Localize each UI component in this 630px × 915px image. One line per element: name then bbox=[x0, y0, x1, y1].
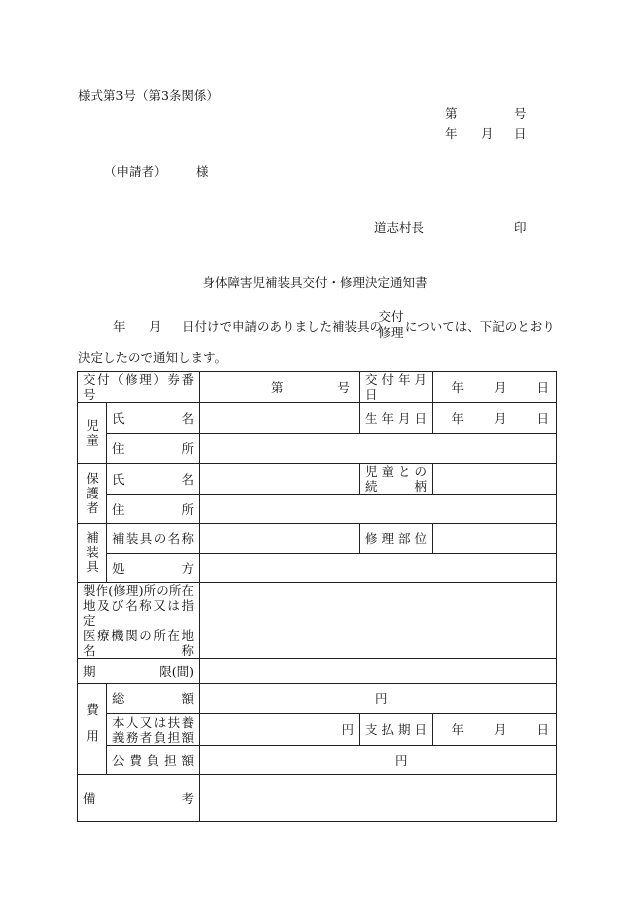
child-name-value bbox=[200, 403, 360, 434]
guardian-name-value bbox=[200, 464, 360, 495]
remarks-label: 備 考 bbox=[78, 775, 200, 822]
seal-mark: 印 bbox=[514, 220, 527, 235]
body-text-line2: 決定したので通知します。 bbox=[78, 350, 228, 365]
doc-number-suffix: 号 bbox=[514, 106, 527, 121]
honorific-sama: 様 bbox=[196, 164, 209, 179]
prescription-value bbox=[200, 554, 557, 583]
doc-date-month: 月 bbox=[481, 126, 494, 141]
maker-location-label: 製作(修理)所の所在 地及び名称又は指定 医療機関の所在地 名 称 bbox=[78, 583, 200, 659]
guardian-address-value bbox=[200, 495, 557, 524]
guardian-name-label: 氏 名 bbox=[107, 464, 200, 495]
cost-group-label: 費用 bbox=[78, 684, 107, 775]
payment-date-value: 年 月 日 bbox=[433, 714, 557, 746]
payment-date-label: 支払期日 bbox=[360, 714, 433, 746]
table-row bbox=[78, 684, 557, 714]
guardian-address-label: 住 所 bbox=[107, 495, 200, 524]
device-group-label: 補装具 bbox=[78, 524, 107, 583]
total-label: 総 額 bbox=[107, 684, 200, 714]
child-address-label: 住 所 bbox=[107, 434, 200, 464]
public-burden-label: 公費負担額 bbox=[107, 746, 200, 775]
remarks-value bbox=[200, 775, 557, 822]
body-text-after: については、下記のとおり bbox=[405, 319, 555, 334]
doc-number-prefix: 第 bbox=[445, 106, 458, 121]
body-text-mid: 日付けで申請のありました補装具の bbox=[182, 319, 383, 334]
self-burden-label: 本人又は扶養 義務者負担額 bbox=[107, 714, 200, 746]
stack-top: 交付 bbox=[378, 309, 404, 324]
child-group-label: 児童 bbox=[78, 403, 107, 464]
table-row bbox=[78, 583, 557, 659]
table-row bbox=[78, 554, 557, 583]
issue-date-label: 交付年月日 bbox=[360, 372, 433, 403]
device-name-label: 補装具の名称 bbox=[107, 524, 200, 554]
document-title: 身体障害児補装具交付・修理決定通知書 bbox=[202, 275, 428, 290]
body-stacked-choice bbox=[378, 309, 404, 341]
birth-date-label: 生年月日 bbox=[360, 403, 433, 434]
maker-location-value bbox=[200, 583, 557, 659]
ticket-number-value bbox=[200, 372, 360, 403]
repair-part-value bbox=[433, 524, 557, 554]
table-row bbox=[78, 746, 557, 775]
prescription-label: 処 方 bbox=[107, 554, 200, 583]
self-burden-value: 円 bbox=[200, 714, 360, 746]
stack-bottom: 修理 bbox=[378, 325, 404, 340]
issuer-name: 道志村長 bbox=[374, 220, 425, 235]
go-text: 号 bbox=[337, 379, 351, 395]
body-year: 年 bbox=[113, 319, 126, 334]
body-month: 月 bbox=[149, 319, 162, 334]
table-row bbox=[78, 434, 557, 464]
table-row bbox=[78, 495, 557, 524]
table-row bbox=[78, 714, 557, 746]
table-row bbox=[78, 403, 557, 434]
guardian-group-label: 保護者 bbox=[78, 464, 107, 524]
repair-part-label: 修理部位 bbox=[360, 524, 433, 554]
relation-value bbox=[433, 464, 557, 495]
public-burden-value: 円 bbox=[200, 746, 557, 775]
period-label: 期 限(間) bbox=[78, 659, 200, 684]
applicant-label: （申請者） bbox=[104, 164, 167, 179]
dai-text: 第 bbox=[271, 379, 284, 395]
ticket-number-label: 交付（修理）券番号 bbox=[78, 372, 200, 403]
child-name-label: 氏 名 bbox=[107, 403, 200, 434]
doc-date-day: 日 bbox=[514, 126, 527, 141]
period-value bbox=[200, 659, 557, 684]
child-address-value bbox=[200, 434, 557, 464]
table-row bbox=[78, 524, 557, 554]
table-row bbox=[78, 659, 557, 684]
decision-table bbox=[77, 371, 557, 822]
total-value: 円 bbox=[200, 684, 557, 714]
issue-date-value: 年 月 日 bbox=[433, 372, 557, 403]
birth-date-value: 年 月 日 bbox=[433, 403, 557, 434]
form-number-label: 様式第3号（第3条関係） bbox=[78, 88, 219, 103]
device-name-value bbox=[200, 524, 360, 554]
table-row bbox=[78, 464, 557, 495]
table-row bbox=[78, 775, 557, 822]
relation-label: 児童との 続 柄 bbox=[360, 464, 433, 495]
table-row bbox=[78, 372, 557, 403]
doc-date-year: 年 bbox=[445, 126, 458, 141]
